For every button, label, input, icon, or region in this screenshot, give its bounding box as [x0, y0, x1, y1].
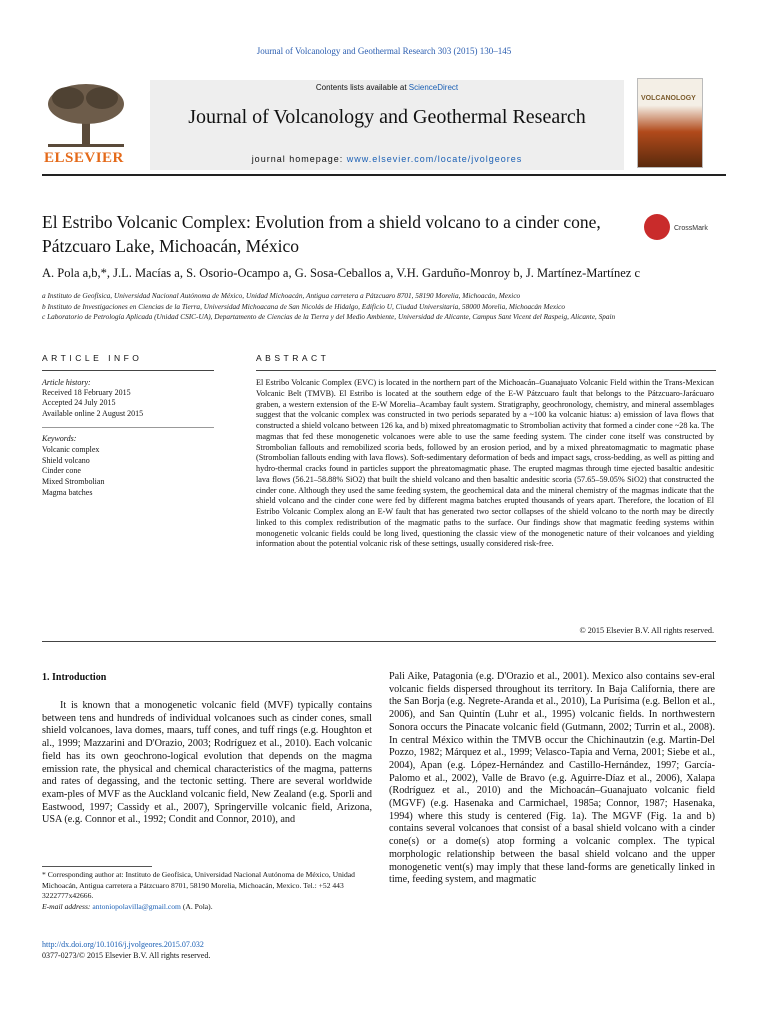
header-rule: [42, 174, 726, 176]
online-date: Available online 2 August 2015: [42, 408, 144, 418]
journal-reference[interactable]: Journal of Volcanology and Geothermal Research 303 (2015) 130–145: [256, 46, 512, 56]
article-history: [42, 378, 214, 419]
introduction-right-column: Pali Aike, Patagonia (e.g. D'Orazio et al., 2001). Mexico also contains sev-eral volcanic fields dispersed throughout its territory. In Baja California, there are the San Borja (e.g. Negrete-Aranda et al., 2010), La Purísima (e.g. Bellon et al., 2006), and San Quintín (Luhr et al., 1995) volcanic fields. In northwestern Sonora occurs the Pinacate volcanic field (Gutmann, 2002; Turrin et al., 2008). In central México within the TMVB occur the Chichinautzin (e.g. Martin-Del Pozzo, 1982; Márquez et al., 1999; Velasco-Tapia and Verna, 2001; Siebe et al., 2004), Apan (e.g. López-Hernández and Castillo-Hernández, 1997; García-Palomo et al., 2002), Valle de Bravo (e.g. Aguirre-Díaz et al., 2006), Xalapa (Rodríguez et al., 2010) and the Michoacán–Guanajuato volcanic field (MGVF) (e.g. Hasenaka and Carmichael, 1985a; Connor, 1987; Hasenaka, 1994) where this study is centered (Fig. 1a). The MGVF (Fig. 1a and b) contains several volcanoes that consist of a basal shield volcano with a cinder cone(s) or a dome(s) atop forming a volcanic complex. The typical morphologic relationship between the basal shield volcano and the upper monogenetic vent(s) may imply that these land-forms are genetically linked in time, feeding system, and magmatic: [389, 671, 715, 886]
article-info-rule: [42, 370, 214, 371]
corresponding-author-text: * Corresponding author at: Instituto de Geofísica, Universidad Nacional Autónoma de México, Unidad Michoacán, Antigua carretera a Pátzcuaro 8701, 58190 Morelia, Michoacán, Mexico. Tel.: +52 443 3222777x42666.: [42, 870, 355, 900]
elsevier-wordmark: ELSEVIER: [44, 150, 124, 166]
homepage-link[interactable]: www.elsevier.com/locate/jvolgeores: [346, 154, 523, 164]
abstract-rule: [256, 370, 716, 371]
crossmark-label[interactable]: CrossMark: [674, 225, 708, 232]
abstract-copyright: © 2015 Elsevier B.V. All rights reserved.: [579, 626, 714, 635]
journal-title: Journal of Volcanology and Geothermal Research: [188, 106, 586, 128]
homepage-prefix: journal homepage:: [251, 154, 347, 164]
sciencedirect-link[interactable]: ScienceDirect: [408, 83, 459, 92]
affiliations: [42, 291, 732, 323]
keyword-item: Shield volcano: [42, 455, 90, 465]
author-list: A. Pola a,b,*, J.L. Macías a, S. Osorio-Ocampo a, G. Sosa-Ceballos a, V.H. Garduño-Monroy b, J. Martínez-Martínez c: [42, 266, 641, 280]
cover-title: VOLCANOLOGY: [641, 95, 696, 102]
doi-block: [42, 940, 210, 961]
email-suffix: (A. Pola).: [180, 901, 213, 911]
doi-link[interactable]: http://dx.doi.org/10.1016/j.jvolgeores.2015.07.032: [42, 940, 204, 949]
keyword-item: Magma batches: [42, 487, 93, 497]
contents-prefix: Contents lists available at: [315, 83, 409, 92]
introduction-heading: 1. Introduction: [42, 672, 107, 683]
history-divider: [42, 427, 214, 428]
email-label: E-mail address:: [42, 901, 91, 911]
affiliation-a: a Instituto de Geofísica, Universidad Nacional Autónoma de México, Unidad Michoacán, Antigua carretera a Pátzcuaro 8701, 58190 Morelia, Michoacán, Mexico: [42, 291, 521, 300]
keyword-item: Cinder cone: [42, 466, 81, 476]
crossmark-icon[interactable]: [644, 214, 670, 240]
affiliation-b: b Instituto de Investigaciones en Ciencias de la Tierra, Universidad Michoacana de San Nicolás de Hidalgo, Edificio U, Ciudad Universitaria, 58000 Morelia, Michoacán Mexico: [42, 301, 565, 311]
contents-line: [150, 83, 624, 92]
received-date: Received 18 February 2015: [42, 388, 131, 398]
keyword-item: Volcanic complex: [42, 444, 100, 454]
journal-homepage: [150, 154, 624, 164]
accepted-date: Accepted 24 July 2015: [42, 398, 116, 408]
article-info-heading: ARTICLE INFO: [42, 353, 143, 363]
email-line: [42, 902, 372, 913]
history-label: Article history:: [42, 378, 91, 387]
abstract-heading: ABSTRACT: [256, 353, 330, 363]
introduction-left-column: It is known that a monogenetic volcanic field (MVF) typically contains between tens and hundreds of individual volcanoes such as cinder cones, small shield volcanoes, lava domes, maars, tuff cones, and tuff rings (e.g. Houghton et al., 1999; Mazzarini and D'Orazio, 2003; Rodríguez et al., 2010). Each volcanic field has its own geochrono-logical evolution that depends on the magma emission rate, the physical and chemical characteristics of the magma, patterns and rates of degassing, and the tectonic setting. There are several worldwide exam-ples of MVF as the Auckland volcanic field, New Zealand (e.g. Sporli and Eastwood, 1997; Cassidy et al., 2007), Springerville volcanic field, Arizona, USA (e.g. Connor et al., 1992; Condit and Connor, 2010), and: [42, 700, 372, 826]
keyword-item: Mixed Strombolian: [42, 477, 105, 487]
keywords-label: Keywords:: [42, 434, 77, 443]
keywords: [42, 434, 214, 499]
corresponding-author-footnote: [42, 870, 372, 912]
abstract-text: El Estribo Volcanic Complex (EVC) is located in the northern part of the Michoacán–Guanajuato Volcanic Field within the Trans-Mexican Volcanic Belt (TMVB). El Estribo is located at the southern edge of the E-W Pátzcuaro fault that belongs to the Pátzcuaro-Jarácuaro graben, a western extension of the E-W Morelia–Acambay fault system. Stratigraphy, geochronology, chemistry, and mineral assemblages suggest that the volcanic complex was constructed in two periods separated by a ~100 ka volcanic hiatus: a) emission of lava flows that constructed a shield volcano between 126 ka, and b) mixed phreatomagmatic to Strombolian activity that formed a cinder cone ~28 ka. The magmas that fed these monogenetic volcanoes were able to use the same feeding system. The cinder cone itself was constructed by Strombolian fallouts and remobilized scoria beds, followed by an erosion period, and by a mixed phreatomagmatic to magmatic phase (Strombolian fallouts ending with lava flows). Soft-sedimentary deformation of beds and impact sags, cross-bedding, as well as pitting and hydro-thermal cracks found in particles support the phreatomagmatic phase. The erupted magmas through time ejected basaltic andesitic lava flows (56.21–58.88% SiO2) that built the shield volcano and then basaltic andesitic scoria (57.65–59.05% SiO2) that constructed the cinder cone. Although they used the same feeding system, the geochemical data and the mineral chemistry of the magmas indicate that the shield volcano and the cinder cone were fed by different magma batches erupted thousands of years apart. Therefore, the location of El Estribo Volcanic Complex along an E-W fault that has generated two sector collapses of the shield volcano to the north may be directly linked to this complex redistribution of the magmatic paths to the surface. Our findings show that magmatic feeding systems within monogenetic volcanic fields could be long lived, questioning the classic view of the monogenetic nature of their volcanoes and yielding information about the potential volcanic risk of these settings, usually considered risk-free.: [256, 378, 714, 549]
journal-cover-thumbnail[interactable]: [637, 78, 703, 168]
email-link[interactable]: antoniopolavilla@gmail.com: [92, 901, 181, 911]
paper-title: El Estribo Volcanic Complex: Evolution from a shield volcano to a cinder cone, Pátzcuaro Lake, Michoacán, México: [42, 212, 601, 256]
abstract-bottom-rule: [42, 641, 716, 642]
issn-copyright: 0377-0273/© 2015 Elsevier B.V. All rights reserved.: [42, 950, 211, 960]
footnote-rule: [42, 866, 152, 867]
affiliation-c: c Laboratorio de Petrología Aplicada (Unidad CSIC-UA), Departamento de Ciencias de la Tierra y del Medio Ambiente, Universidad de Alicante, Campus Sant Vicent del Raspeig, Alicante, Spain: [42, 312, 616, 321]
